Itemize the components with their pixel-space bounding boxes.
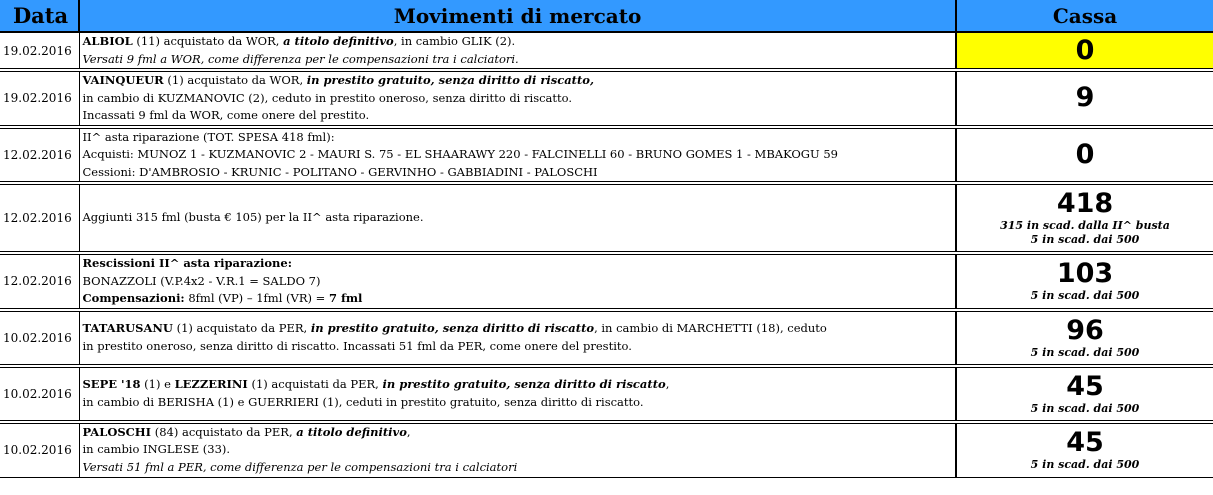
date-cell[interactable]: 10.02.2016 [0,367,79,420]
movement-line: BONAZZOLI (V.P.4x2 - V.R.1 = SALDO 7) [82,273,321,288]
header-row [0,0,1213,32]
movement-line: Incassati 9 fml da WOR, come onere del prestito. [82,108,370,122]
cash-value: 45 [1066,427,1104,458]
text-fragment: (1) acquistati da PER, [247,377,383,391]
movement-cell[interactable] [79,32,956,69]
text-fragment: in prestito gratuito, senza diritto di riscatto [310,321,595,335]
text-fragment: a titolo definitivo [296,424,407,439]
date-cell[interactable]: 12.02.2016 [0,185,79,252]
player-name: VAINQUEUR [82,73,164,87]
header-movements[interactable]: Movimenti di mercato [79,0,956,32]
cash-cell[interactable] [956,367,1213,420]
cash-note: 5 in scad. dai 500 [1030,458,1140,471]
movement-line: in prestito oneroso, senza diritto di riscatto. Incassati 51 fml da PER, come onere del prestito. [82,338,632,353]
date-cell[interactable]: 19.02.2016 [0,72,79,126]
cash-note: 5 in scad. dai 500 [1030,401,1140,415]
cash-value: 0 [1075,34,1095,66]
movement-line: II^ asta riparazione (TOT. SPESA 418 fml): [82,129,335,144]
table-row [0,185,1213,252]
movement-line: Rescissioni II^ asta riparazione: [82,256,292,270]
text-fragment: , [665,377,670,391]
text-fragment: (84) acquistato da PER, [151,424,297,439]
movement-line: Cessioni: D'AMBROSIO - KRUNIC - POLITANO - GERVINHO - GABBIADINI - PALOSCHI [82,164,598,179]
movement-line: in cambio INGLESE (33). [82,442,231,457]
text-fragment: (1) acquistato da WOR, [163,73,307,87]
movement-line: Versati 9 fml a WOR, come differenza per le compensazioni tra i calciatori. [82,51,519,66]
text-fragment: (1) e [140,377,175,391]
movement-line: Acquisti: MUNOZ 1 - KUZMANOVIC 2 - MAURI S. 75 - EL SHAARAWY 220 - FALCINELLI 60 - BRUNO GOMES 1 - MBAKOGU 59 [82,147,838,161]
text-fragment: , [406,424,411,439]
cash-cell[interactable] [956,32,1213,69]
date-cell[interactable]: 19.02.2016 [0,32,79,69]
cash-note: 5 in scad. dai 500 [1030,289,1140,303]
text-fragment: , in cambio di MARCHETTI (18), ceduto [594,321,827,335]
movement-cell[interactable] [79,185,956,252]
movement-cell[interactable] [79,367,956,420]
text-fragment: in prestito gratuito, senza diritto di riscatto, [306,73,594,87]
cash-value: 45 [1066,370,1104,402]
player-name: ALBIOL [82,34,133,48]
cash-cell[interactable] [956,185,1213,252]
table-row [0,367,1213,420]
date-cell[interactable]: 10.02.2016 [0,311,79,364]
movement-line: Aggiunti 315 fml (busta € 105) per la II^ asta riparazione. [82,210,424,225]
date-cell[interactable]: 12.02.2016 [0,128,79,182]
header-date[interactable]: Data [0,0,79,32]
table-row [0,32,1213,69]
cash-cell[interactable] [956,255,1213,309]
cash-cell[interactable] [956,311,1213,364]
cash-note: 5 in scad. dai 500 [1030,233,1140,246]
movement-line: in cambio di KUZMANOVIC (2), ceduto in prestito oneroso, senza diritto di riscatto. [82,90,573,105]
date-cell[interactable]: 12.02.2016 [0,255,79,309]
player-name: PALOSCHI [82,424,152,439]
player-name: LEZZERINI [174,377,248,391]
movement-cell[interactable] [79,128,956,182]
text-fragment: a titolo definitivo [283,34,394,48]
player-name: SEPE '18 [82,377,141,391]
movement-line: in cambio di BERISHA (1) e GUERRIERI (1), ceduti in prestito gratuito, senza diritto di riscatto. [82,394,644,409]
movement-cell[interactable] [79,423,956,477]
header-cash[interactable]: Cassa [956,0,1213,32]
text-fragment: 8fml (VP) – 1fml (VR) = [184,291,329,305]
text-fragment: in prestito gratuito, senza diritto di riscatto [382,377,666,391]
text-fragment: 7 fml [328,291,363,305]
table-row [0,128,1213,182]
cash-value: 418 [1056,188,1114,219]
text-fragment: Compensazioni: [82,291,185,305]
text-fragment: , in cambio GLIK (2). [393,34,516,48]
cash-note: 5 in scad. dai 500 [1030,345,1140,359]
text-fragment: (11) acquistato da WOR, [132,34,284,48]
table-row [0,311,1213,364]
date-cell[interactable]: 10.02.2016 [0,423,79,477]
cash-cell[interactable] [956,128,1213,182]
cash-cell[interactable] [956,423,1213,477]
cash-note: 315 in scad. dalla II^ busta [1000,219,1170,232]
cash-value: 103 [1056,258,1114,290]
movement-cell[interactable] [79,255,956,309]
movement-cell[interactable] [79,72,956,126]
table-row [0,255,1213,309]
movement-line: Versati 51 fml a PER, come differenza per le compensazioni tra i calciatori [82,459,518,474]
cash-value: 9 [1075,82,1095,114]
cash-cell[interactable] [956,72,1213,126]
text-fragment: (1) acquistato da PER, [172,321,311,335]
table-row [0,423,1213,477]
player-name: TATARUSANU [82,321,173,335]
cash-value: 0 [1075,138,1095,170]
cash-value: 96 [1066,314,1104,346]
movement-cell[interactable] [79,311,956,364]
table-row [0,72,1213,126]
